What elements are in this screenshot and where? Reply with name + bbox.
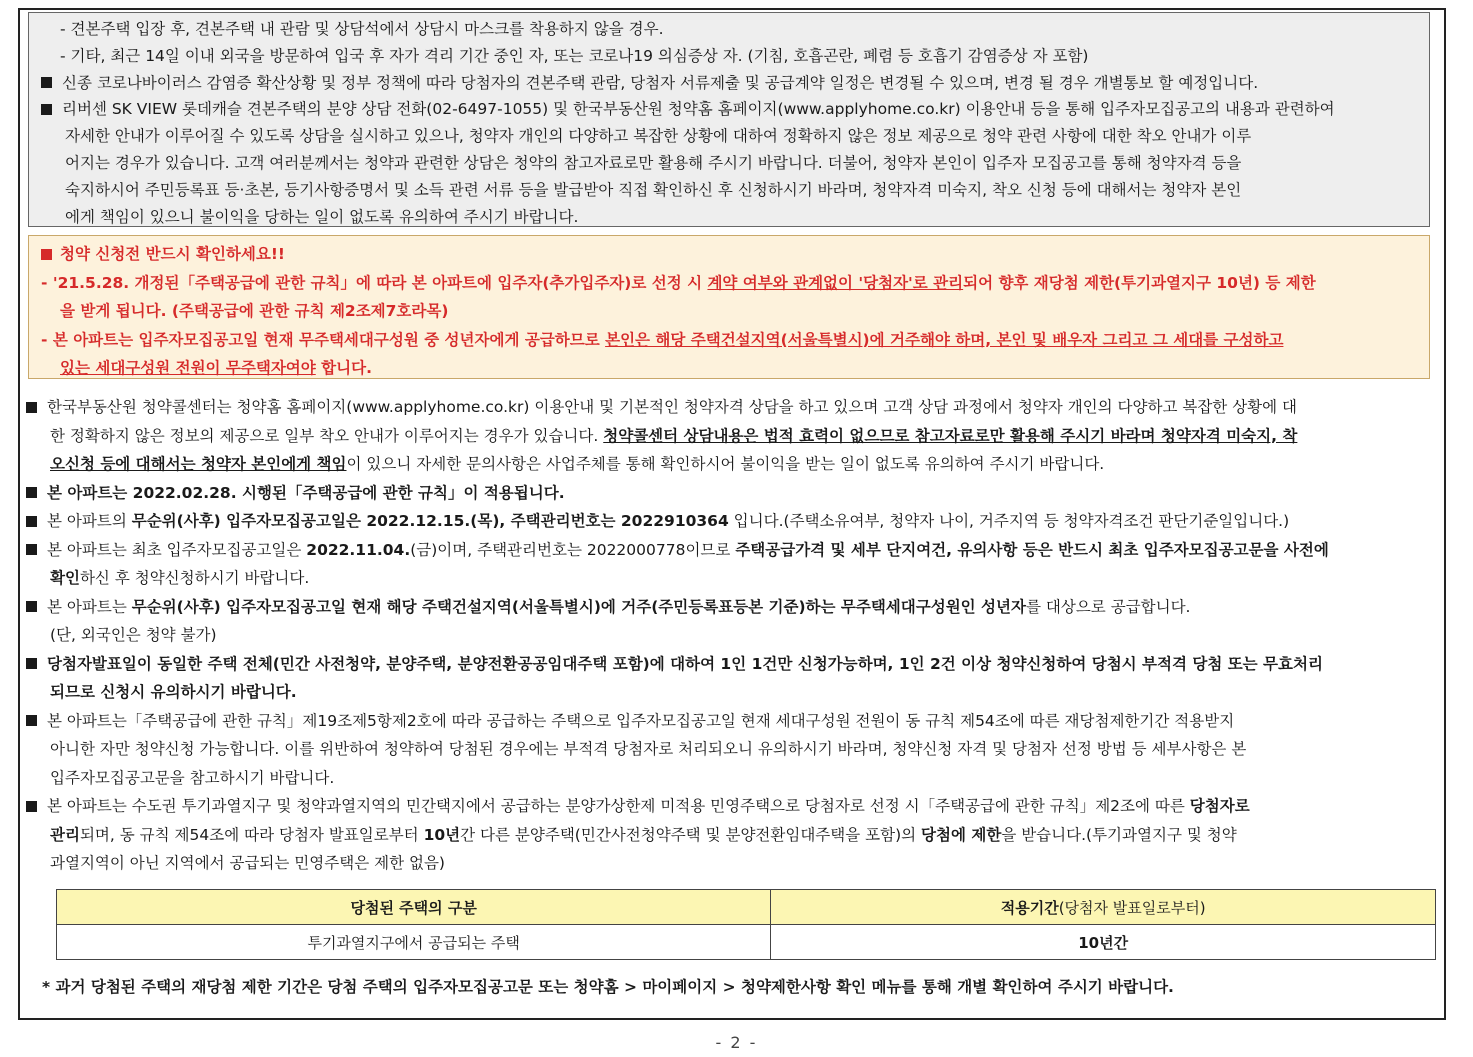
bullet-square-icon bbox=[26, 658, 37, 669]
paragraph-line: 본 아파트는「주택공급에 관한 규칙」제19조제5항제2호에 따라 공급하는 주택으로 입주자모집공고일 현재 세대구성원 전원이 동 규칙 제54조에 따른 재당첨제한기간 적용받지 bbox=[26, 707, 1442, 736]
main-content bbox=[26, 393, 1442, 878]
bullet-square-icon bbox=[41, 77, 52, 88]
paragraph-line: 과열지역이 아닌 지역에서 공급되는 민영주택은 제한 없음) bbox=[50, 854, 445, 872]
bullet-square-icon bbox=[26, 402, 37, 413]
notice-line: 숙지하시어 주민등록표 등·초본, 등기사항증명서 및 소득 관련 서류 등을 발급받아 직접 확인하신 후 신청하시기 바라며, 청약자격 미숙지, 착오 신청 등에 대해서는 청약자 본인 bbox=[65, 180, 1242, 199]
bullet-square-icon bbox=[41, 104, 52, 115]
paragraph-line: 되므로 신청시 유의하시기 바랍니다. bbox=[50, 683, 297, 701]
paragraph-line: 본 아파트는 무순위(사후) 입주자모집공고일 현재 해당 주택건설지역(서울특별시)에 거주(주민등록표등본 기준)하는 무주택세대구성원인 성년자를 대상으로 공급합니다. bbox=[26, 593, 1442, 622]
warning-line: - 본 아파트는 입주자모집공고일 현재 무주택세대구성원 중 성년자에게 공급하므로 본인은 해당 주택건설지역(서울특별시)에 거주해야 하며, 본인 및 배우자 그리고 그 세대를 구성하고 bbox=[41, 330, 1284, 349]
paragraph-line: 관리되며, 동 규칙 제54조에 따라 당첨자 발표일로부터 10년간 다른 분양주택(민간사전청약주택 및 분양전환임대주택을 포함)의 당첨에 제한을 받습니다.(투기과열지구 및 청약 bbox=[50, 825, 1237, 844]
notice-line: - 견본주택 입장 후, 견본주택 내 관람 및 상담석에서 상담시 마스크를 착용하지 않을 경우. bbox=[60, 20, 664, 38]
table-header-cell: 당첨된 주택의 구분 bbox=[57, 890, 771, 925]
notice-line: 자세한 안내가 이루어질 수 있도록 상담을 실시하고 있으나, 청약자 개인의 다양하고 복잡한 상황에 대하여 정확하지 않은 정보 제공으로 청약 관련 사항에 대한 착오 안내가 이루 bbox=[65, 127, 1252, 146]
notice-line: 신종 코로나바이러스 감염증 확산상황 및 정부 정책에 따라 당첨자의 견본주택 관람, 당첨자 서류제출 및 공급계약 일정은 변경될 수 있으며, 변경 될 경우 개별통보 할 예정입니다. bbox=[41, 70, 1417, 97]
warning-title: 청약 신청전 반드시 확인하세요!! bbox=[41, 240, 1417, 269]
warning-line: 있는 세대구성원 전원이 무주택자여야 합니다. bbox=[60, 359, 372, 378]
table-header-row bbox=[57, 890, 1436, 925]
paragraph-line: 한국부동산원 청약콜센터는 청약홈 홈페이지(www.applyhome.co.kr) 이용안내 및 기본적인 청약자격 상담을 하고 있으며 고객 상담 과정에서 청약자 개인의 다양하고 복잡한 상황에 대 bbox=[26, 393, 1442, 422]
paragraph-line: 아니한 자만 청약신청 가능합니다. 이를 위반하여 청약하여 당첨된 경우에는 부적격 당첨자로 처리되오니 유의하시기 바라며, 청약신청 자격 및 당첨자 선정 방법 등 세부사항은 본 bbox=[50, 740, 1247, 758]
table-row bbox=[57, 925, 1436, 960]
paragraph-line: 한 정확하지 않은 정보의 제공으로 일부 착오 안내가 이루어지는 경우가 있습니다. 청약콜센터 상담내용은 법적 효력이 없으므로 참고자료로만 활용해 주시기 바라며 청약자격 미숙지, 착 bbox=[50, 426, 1298, 445]
page-number: - 2 - bbox=[715, 1033, 758, 1052]
paragraph-line: 본 아파트는 2022.02.28. 시행된「주택공급에 관한 규칙」이 적용됩니다. bbox=[26, 479, 1442, 508]
paragraph-line: (단, 외국인은 청약 불가) bbox=[50, 626, 217, 644]
bullet-square-icon bbox=[26, 715, 37, 726]
footnote: * 과거 당첨된 주택의 재당첨 제한 기간은 당첨 주택의 입주자모집공고문 또는 청약홈 > 마이페이지 > 청약제한사항 확인 메뉴를 통해 개별 확인하여 주시기 바랍니다. bbox=[42, 978, 1174, 996]
restriction-period-table bbox=[56, 889, 1436, 960]
paragraph-line: 당첨자발표일이 동일한 주택 전체(민간 사전청약, 분양주택, 분양전환공공임대주택 포함)에 대하여 1인 1건만 신청가능하며, 1인 2건 이상 청약신청하여 당첨시 부적격 당첨 또는 무효처리 bbox=[26, 650, 1442, 679]
table-cell: 10년간 bbox=[771, 925, 1436, 960]
paragraph-line: 오신청 등에 대해서는 청약자 본인에게 책임이 있으니 자세한 문의사항은 사업주체를 통해 확인하시어 불이익을 받는 일이 없도록 유의하여 주시기 바랍니다. bbox=[50, 455, 1105, 473]
notice-line: - 기타, 최근 14일 이내 외국을 방문하여 입국 후 자가 격리 기간 중인 자, 또는 코로나19 의심증상 자. (기침, 호흡곤란, 폐렴 등 호흡기 감염증상 자 포함) bbox=[60, 46, 1089, 65]
table-header-cell: 적용기간(당첨자 발표일로부터) bbox=[771, 890, 1436, 925]
paragraph-line: 본 아파트는 최초 입주자모집공고일은 2022.11.04.(금)이며, 주택관리번호는 2022000778이므로 주택공급가격 및 세부 단지여건, 유의사항 등은 반드시 최초 입주자모집공고문을 사전에 bbox=[26, 536, 1442, 565]
notice-line: 리버센 SK VIEW 롯데캐슬 견본주택의 분양 상담 전화(02-6497-1055) 및 한국부동산원 청약홈 홈페이지(www.applyhome.co.kr) 이용안내 등을 통해 입주자모집공고의 내용과 관련하여 bbox=[41, 96, 1417, 123]
notice-line: 어지는 경우가 있습니다. 고객 여러분께서는 청약과 관련한 상담은 청약의 참고자료로만 활용해 주시기 바랍니다. 더불어, 청약자 본인이 입주자 모집공고를 통해 청약자격 등을 bbox=[65, 153, 1242, 172]
paragraph-line: 본 아파트는 수도권 투기과열지구 및 청약과열지역의 민간택지에서 공급하는 분양가상한제 미적용 민영주택으로 당첨자로 선정 시「주택공급에 관한 규칙」제2조에 따른 당첨자로 bbox=[26, 792, 1442, 821]
paragraph-line: 입주자모집공고문을 참고하시기 바랍니다. bbox=[50, 768, 335, 787]
bullet-square-icon bbox=[26, 601, 37, 612]
warning-box bbox=[28, 235, 1430, 379]
bullet-square-icon bbox=[26, 801, 37, 812]
paragraph-line: 본 아파트의 무순위(사후) 입주자모집공고일은 2022.12.15.(목), 주택관리번호는 2022910364 입니다.(주택소유여부, 청약자 나이, 거주지역 등 청약자격조건 판단기준일입니다.) bbox=[26, 507, 1442, 536]
paragraph-line: 확인하신 후 청약신청하시기 바랍니다. bbox=[50, 569, 310, 587]
notice-line: 에게 책임이 있으니 불이익을 당하는 일이 없도록 유의하여 주시기 바랍니다. bbox=[65, 207, 579, 226]
table-cell: 투기과열지구에서 공급되는 주택 bbox=[57, 925, 771, 960]
bullet-square-icon bbox=[41, 249, 52, 260]
warning-line: - '21.5.28. 개정된「주택공급에 관한 규칙」에 따라 본 아파트에 입주자(추가입주자)로 선정 시 계약 여부와 관계없이 '당첨자'로 관리되어 향후 재당첨 제한(투기과열지구 10년) 등 제한 bbox=[41, 273, 1316, 292]
covid-notice-box bbox=[28, 12, 1430, 227]
bullet-square-icon bbox=[26, 516, 37, 527]
warning-line: 을 받게 됩니다. (주택공급에 관한 규칙 제2조제7호라목) bbox=[60, 302, 449, 321]
bullet-square-icon bbox=[26, 487, 37, 498]
bullet-square-icon bbox=[26, 544, 37, 555]
